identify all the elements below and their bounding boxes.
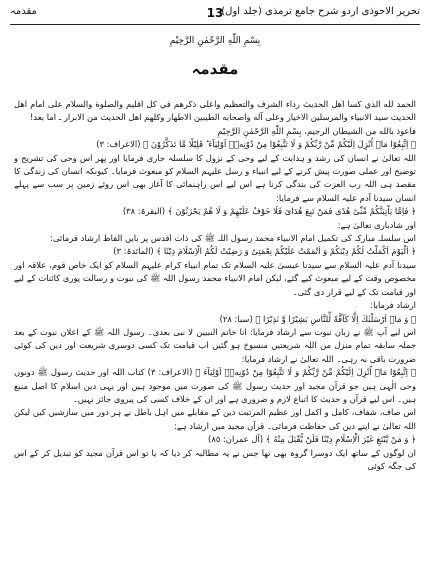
quran-verse: ﴿ وَ مَنْ یَّبْتَغِ غَیْرَ الْاِسْلَامِ دِیْنًا فَلَنْ یُّقْبَلَ مِنْهُ ﴾ (آل عمران: ٨٥) [208,434,416,445]
quran-verse: ﴿ اِتَّبِعُوْا مَاۤ اُنْزِلَ اِلَیْكُمْ مِّنْ رَّبِّكُمْ وَ لَا تَتَّبِعُوْا مِنْ دُوْنِهٖۤ اَوْلِیَآءَ ﴾ (الاعراف: ٣) کتاب اللہ اور حدیث رسول ﷺ دونوں وحی الٰہی ہیں جو قرآن مجید اور حدیث رسول ﷺ کی صورت میں موجود ہیں اور یہی دین اسلام کا اصل منبع ہیں۔ اس لیے قرآن و حدیث کا اتباع لازم و ضروری ہے اور ان کے خلاف کسی کی پیروی جائز نہیں۔ [14,367,416,404]
bismillah: بِسْمِ اللّٰهِ الرَّحْمٰنِ الرَّحِیْمِ [169,36,261,46]
paragraph: الحمد لله الذي كسا اهل الحديث رداء الشرف والتعظيم واعلى ذكرهم في كل اقليم والصلوة والسلام على امام اهل الحديث سيد الانبياء والمرسلين الاخيار وعلى آله واصحابه الطيبين الاطهار وكلهم اهل الحديث من الابرار ـ اما بعد! [14,99,416,123]
paragraph: اور شادباری تعالیٰ ہے: [337,219,416,230]
quran-verse: ﴿ فَاِمَّا یَاْتِیَنَّكُمْ مِّنِّیْ هُدًى فَمَنْ تَبِعَ هُدَایَ فَلَا خَوْفٌ عَلَیْهِمْ وَ لَا هُمْ یَحْزَنُوْنَ ﴾ (البقرۃ: ٣٨) [122,206,416,217]
paragraph: فاعوذ بالله من الشيطان الرجيم، بِسْمِ اللّٰهِ الرَّحْمٰنِ الرَّحِیْمِ [217,125,416,136]
section-name: مقدمہ [10,6,37,17]
page-title: مقدمہ [191,60,239,78]
quran-verse: ﴿ وَ مَاۤ اَرْسَلْنٰكَ اِلَّا كَآفَّةً لِّلنَّاسِ بَشِیْرًا وَّ نَذِیْرًا ﴾ (سبا: ٢٨) [219,313,416,324]
paragraph: اس سلسلہ مبارکہ کی تکمیل امام الانبیاء محمد رسول اللہ ﷺ کی ذات اقدس پر بایں الفاظ ارشاد فرمائی: [50,233,416,244]
paragraph: ان لوگوں کے ساتھ ایک دوسرا گروہ بھی تھا جس نے یہ مطالبہ کر دیا کہ یا تو اس قرآن مجید کو تبدیل کر کے اس کی جگہ کوئی [14,447,416,471]
page-number: 13 [206,6,224,20]
book-title: تحریر الاحوذی اردو شرح جامع ترمذی (جلد اول) [221,6,420,17]
paragraph: سیدنا آدم علیہ السلام سے سیدنا عیسیٰ علیہ السلام تک تمام انبیاء کرام علیہم السلام کو ایک خاص قوم، علاقہ اور مخصوص وقت کے لیے مبعوث کیے گئے، لیکن امام الانبیاء محمد رسول اللہ ﷺ کی نبوت و رسالت پوری کائنات کے لیے اور قیامت تک کے لیے قرار دی گئی۔ [14,259,416,297]
paragraph: اللہ تعالیٰ نے انسان کی رشد و ہدایت کے لیے وحی کے نزول کا سلسلہ جاری فرمایا اور پھر اس وحی کی تشریح و توضیح اور عملی صورت پیش کرنے کے لیے انبیاء و رسل علیہم السلام کو مبعوث فرمایا۔ کیونکہ انسان کی زندگی کا مقصد ہی اللہ رب العزت کی بندگی کرنا ہے اس لیے اس راہنمائی کا آغاز بھی اس روئے زمین پر سب سے پہلے انسان سیدنا آدم علیہ السلام سے فرمایا: [14,152,416,203]
header-rule [10,24,420,25]
paragraph: ارشاد فرمایا: [370,300,416,311]
quran-verse: ﴿ اَلْیَوْمَ اَكْمَلْتُ لَكُمْ دِیْنَكُمْ وَ اَتْمَمْتُ عَلَیْكُمْ نِعْمَتِیْ وَ رَضِیْتُ لَكُمُ الْاِسْلَامَ دِیْنًا ﴾ (المائدۃ: ٣) [113,246,416,257]
body-text [14,98,416,574]
running-header [10,6,420,24]
quran-verse: ﴿ اِتَّبِعُوْا مَاۤ اُنْزِلَ اِلَیْكُمْ مِّنْ رَّبِّكُمْ وَ لَا تَتَّبِعُوْا مِنْ دُوْنِهٖۤ اَوْلِیَآءَ ؕ قَلِیْلًا مَّا تَذَكَّرُوْنَ ﴾ (الاعراف: ٣) [96,139,416,150]
paragraph: اس صاف، شفاف، کامل و اکمل اور عظیم المرتبت دین کے مقابلے میں اہل باطل نے ہر دور میں سازشیں کیں لیکن اللہ تعالیٰ نے اپنے دین کی حفاظت فرمائی۔ قرآن مجید میں ارشاد ہے: [14,407,416,431]
paragraph: اس لیے آپ ﷺ نے زبان نبوت سے ارشاد فرمایا: انا خاتم النبیین لا نبی بعدی۔ رسول اللہ ﷺ کے اعلان نبوت کے بعد جملہ سابقہ تمام منزل من اللہ شریعتیں منسوخ ہو گئیں اب قیامت تک کسی دوسری شریعت اور دین کی کوئی ضرورت باقی نہ رہی۔ اللہ تعالیٰ نے ارشاد فرمایا: [14,326,416,364]
